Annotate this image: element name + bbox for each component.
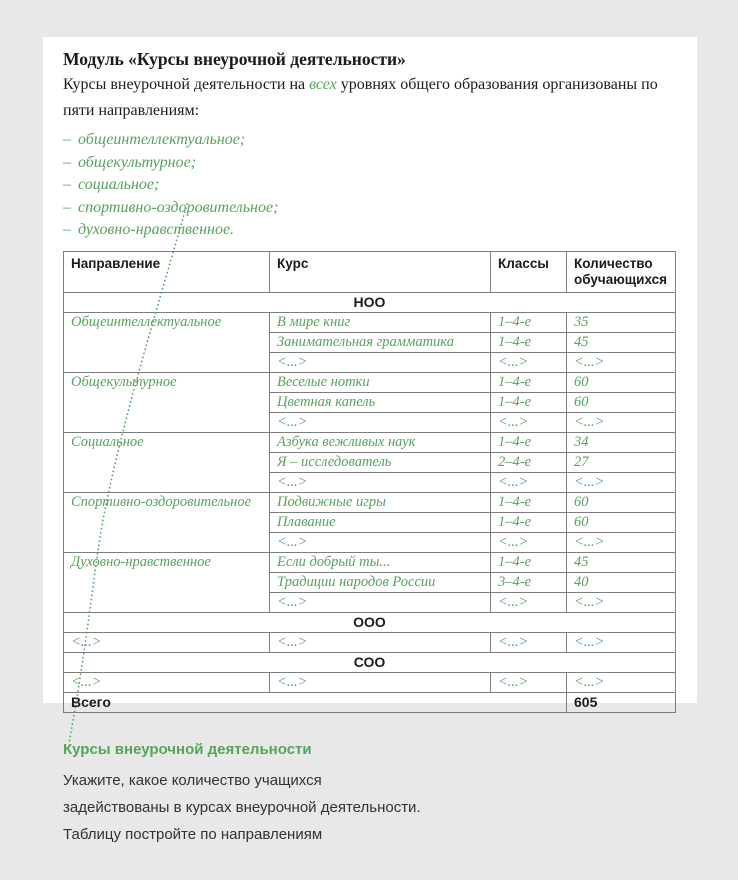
section-row-ooo: [64, 612, 676, 632]
section-row-soo: [64, 652, 676, 672]
list-item: [63, 129, 678, 152]
document-card: [43, 37, 697, 710]
table-row: [64, 492, 676, 512]
cell-classes: <...>: [491, 472, 567, 492]
cell-course: Подвижные игры: [270, 492, 491, 512]
cell-classes: <...>: [491, 412, 567, 432]
cell-classes: <...>: [491, 592, 567, 612]
note-line: задействованы в курсах внеурочной деятельности.: [63, 799, 421, 816]
cell-count: 27: [567, 452, 676, 472]
column-header-course: Курс: [270, 251, 491, 292]
cell-count: 45: [567, 332, 676, 352]
cell-course: <...>: [270, 412, 491, 432]
cell-count: <...>: [567, 472, 676, 492]
courses-table: [63, 251, 676, 713]
intro-text-before: Курсы внеурочной деятельности на: [63, 76, 310, 93]
table-row: [64, 672, 676, 692]
cell-direction: Спортивно-оздоровительное: [64, 492, 270, 552]
column-header-count: Количество обучающихся: [567, 251, 676, 292]
cell-classes: <...>: [491, 352, 567, 372]
cell-classes: 1–4-е: [491, 332, 567, 352]
total-label: Всего: [64, 692, 567, 712]
cell-course: В мире книг: [270, 312, 491, 332]
cell-count: <...>: [567, 532, 676, 552]
cell-course: Цветная капель: [270, 392, 491, 412]
cell-count: <...>: [567, 672, 676, 692]
list-item: [63, 174, 678, 197]
section-row-noo: [64, 292, 676, 312]
cell-direction: Социальное: [64, 432, 270, 492]
cell-direction: Общекультурное: [64, 372, 270, 432]
list-item-label: общеинтеллектуальное;: [78, 131, 246, 148]
cell-course: <...>: [270, 632, 491, 652]
cell-course: <...>: [270, 532, 491, 552]
section-label: ООО: [64, 612, 676, 632]
cell-classes: 1–4-е: [491, 312, 567, 332]
cell-classes: 1–4-е: [491, 432, 567, 452]
list-item: [63, 152, 678, 175]
cell-count: 34: [567, 432, 676, 452]
table-header-row: [64, 251, 676, 292]
cell-classes: 1–4-е: [491, 512, 567, 532]
cell-direction: Духовно-нравственное: [64, 552, 270, 612]
intro-emphasis: всех: [309, 76, 337, 93]
document-content: [43, 37, 697, 713]
cell-course: Если добрый ты...: [270, 552, 491, 572]
cell-course: <...>: [270, 352, 491, 372]
cell-count: 60: [567, 492, 676, 512]
total-row: [64, 692, 676, 712]
table-row: [64, 632, 676, 652]
list-item: [63, 219, 678, 242]
note-line: Таблицу постройте по направлениям: [63, 826, 323, 843]
cell-count: <...>: [567, 352, 676, 372]
annotation-note: [63, 740, 493, 848]
cell-count: 60: [567, 512, 676, 532]
cell-classes: 1–4-е: [491, 372, 567, 392]
list-item-label: социальное;: [78, 176, 160, 193]
cell-count: <...>: [567, 412, 676, 432]
cell-classes: 1–4-е: [491, 552, 567, 572]
cell-count: 60: [567, 392, 676, 412]
cell-direction: Общеинтеллектуальное: [64, 312, 270, 372]
cell-course: Плавание: [270, 512, 491, 532]
cell-classes: 3–4-е: [491, 572, 567, 592]
column-header-classes: Классы: [491, 251, 567, 292]
list-item-label: общекультурное;: [78, 153, 197, 171]
cell-course: <...>: [270, 592, 491, 612]
table-row: [64, 432, 676, 452]
cell-course: Традиции народов России: [270, 572, 491, 592]
table-row: [64, 372, 676, 392]
note-heading: Курсы внеурочной деятельности: [63, 741, 312, 758]
dash-marker: –: [63, 221, 71, 238]
cell-classes: <...>: [491, 532, 567, 552]
cell-count: <...>: [567, 632, 676, 652]
cell-count: 60: [567, 372, 676, 392]
cell-course: Азбука вежливых наук: [270, 432, 491, 452]
cell-classes: 1–4-е: [491, 492, 567, 512]
cell-count: 35: [567, 312, 676, 332]
cell-course: Я – исследователь: [270, 452, 491, 472]
cell-course: <...>: [270, 672, 491, 692]
total-value: 605: [567, 692, 676, 712]
cell-classes: <...>: [491, 672, 567, 692]
cell-classes: 1–4-е: [491, 392, 567, 412]
cell-count: 40: [567, 572, 676, 592]
note-line: Укажите, какое количество учащихся: [63, 772, 322, 789]
cell-count: 45: [567, 552, 676, 572]
list-item: [63, 197, 678, 220]
list-item-label: спортивно-оздоровительное;: [78, 198, 279, 216]
cell-count: <...>: [567, 592, 676, 612]
cell-course: <...>: [270, 472, 491, 492]
cell-course: Веселые нотки: [270, 372, 491, 392]
list-item-label: духовно-нравственное.: [78, 221, 235, 238]
intro-text-after: уровнях общего образования организованы по пяти направлениям:: [63, 76, 658, 119]
cell-course: Занимательная грамматика: [270, 332, 491, 352]
intro-paragraph: [63, 72, 679, 124]
section-label: НОО: [64, 292, 676, 312]
dash-marker: –: [63, 176, 71, 193]
directions-list: [63, 129, 678, 242]
column-header-direction: Направление: [64, 251, 270, 292]
dash-marker: –: [63, 153, 71, 171]
dash-marker: –: [63, 198, 71, 216]
table-row: [64, 312, 676, 332]
table-row: [64, 552, 676, 572]
cell-direction: <...>: [64, 672, 270, 692]
cell-classes: 2–4-е: [491, 452, 567, 472]
module-title: Модуль «Курсы внеурочной деятельности»: [63, 49, 406, 69]
cell-direction: <...>: [64, 632, 270, 652]
dash-marker: –: [63, 131, 71, 148]
cell-classes: <...>: [491, 632, 567, 652]
section-label: СОО: [64, 652, 676, 672]
